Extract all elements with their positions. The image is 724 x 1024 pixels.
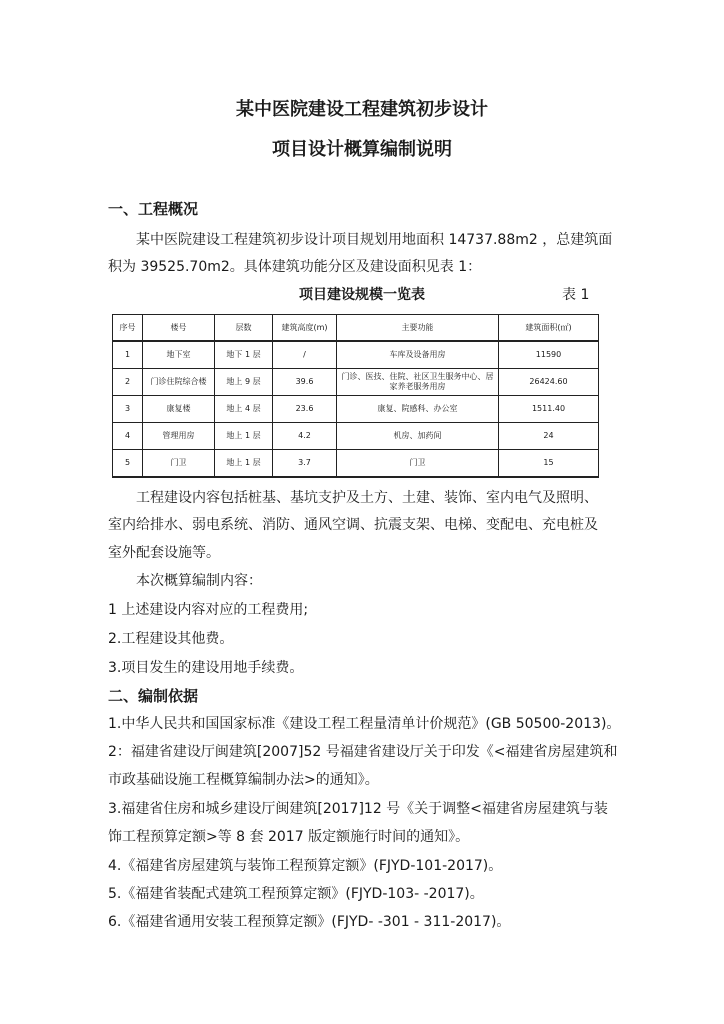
- section-heading-overview: 一、工程概况: [108, 200, 199, 218]
- cell-area: 26424.60: [499, 369, 599, 396]
- table-row: [113, 396, 599, 423]
- cell-area: 1511.40: [499, 396, 599, 423]
- header-cell-building: 楼号: [143, 315, 215, 342]
- cell-floors: 地上 4 层: [215, 396, 273, 423]
- cell-building: 地下室: [143, 341, 215, 369]
- building-scale-table: [112, 314, 599, 478]
- cell-floors: 地上 1 层: [215, 423, 273, 450]
- table-row: [113, 341, 599, 369]
- cell-function: 门卫: [337, 450, 499, 478]
- cell-floors: 地上 9 层: [215, 369, 273, 396]
- content-item: 2.工程建设其他费。: [108, 631, 234, 647]
- overview-paragraph-line: 积为 39525.70m2。具体建筑功能分区及建设面积见表 1：: [108, 259, 482, 275]
- cell-building: 门卫: [143, 450, 215, 478]
- overview-paragraph-line: 某中医院建设工程建筑初步设计项目规划用地面积 14737.88m2 ，总建筑面: [136, 232, 613, 248]
- header-cell-floors: 层数: [215, 315, 273, 342]
- cell-height: 23.6: [273, 396, 337, 423]
- table-number: 表 1: [562, 287, 590, 303]
- cell-function: 康复、院感科、办公室: [337, 396, 499, 423]
- content-item: 3.项目发生的建设用地手续费。: [108, 660, 304, 676]
- table-header-row: [113, 315, 599, 342]
- scope-paragraph-line: 室外配套设施等。: [108, 545, 220, 561]
- cell-floors: 地下 1 层: [215, 341, 273, 369]
- document-subtitle: 项目设计概算编制说明: [272, 139, 452, 160]
- cell-building: 管理用房: [143, 423, 215, 450]
- table-row: [113, 369, 599, 396]
- cell-area: 15: [499, 450, 599, 478]
- cell-height: 39.6: [273, 369, 337, 396]
- scope-paragraph-line: 工程建设内容包括桩基、基坑支护及土方、土建、装饰、室内电气及照明、: [136, 490, 598, 506]
- cell-height: 4.2: [273, 423, 337, 450]
- header-cell-seq: 序号: [113, 315, 143, 342]
- table-caption: 项目建设规模一览表: [299, 287, 425, 303]
- cell-area: 24: [499, 423, 599, 450]
- section-heading-basis: 二、编制依据: [108, 687, 199, 705]
- cell-seq: 4: [113, 423, 143, 450]
- cell-area: 11590: [499, 341, 599, 369]
- content-intro-line: 本次概算编制内容：: [136, 573, 262, 589]
- cell-function: 门诊、医技、住院、社区卫生服务中心、居家养老服务用房: [337, 369, 499, 396]
- basis-item: 4.《福建省房屋建筑与装饰工程预算定额》(FJYD-101-2017)。: [108, 858, 503, 874]
- cell-function: 机房、加药间: [337, 423, 499, 450]
- header-cell-function: 主要功能: [337, 315, 499, 342]
- content-item: 1 上述建设内容对应的工程费用;: [108, 602, 309, 618]
- cell-seq: 2: [113, 369, 143, 396]
- table-row: [113, 450, 599, 478]
- cell-seq: 5: [113, 450, 143, 478]
- document-title: 某中医院建设工程建筑初步设计: [236, 99, 488, 120]
- cell-height: /: [273, 341, 337, 369]
- basis-item: 6.《福建省通用安装工程预算定额》(FJYD- -301 - 311-2017)。: [108, 914, 511, 930]
- cell-seq: 1: [113, 341, 143, 369]
- header-cell-height: 建筑高度(m): [273, 315, 337, 342]
- cell-building: 康复楼: [143, 396, 215, 423]
- table-row: [113, 423, 599, 450]
- header-cell-area: 建筑面积(㎡): [499, 315, 599, 342]
- cell-function: 车库及设备用房: [337, 341, 499, 369]
- basis-item: 1.中华人民共和国国家标准《建设工程工程量清单计价规范》(GB 50500-2013)。: [108, 716, 621, 732]
- cell-height: 3.7: [273, 450, 337, 478]
- basis-item: 2：福建省建设厅闽建筑[2007]52 号福建省建设厅关于印发《<福建省房屋建筑和: [108, 744, 618, 760]
- basis-item-continued: 饰工程预算定额>等 8 套 2017 版定额施行时间的通知》。: [108, 829, 470, 845]
- cell-building: 门诊住院综合楼: [143, 369, 215, 396]
- cell-seq: 3: [113, 396, 143, 423]
- cell-floors: 地上 1 层: [215, 450, 273, 478]
- scope-paragraph-line: 室内给排水、弱电系统、消防、通风空调、抗震支架、电梯、变配电、充电桩及: [108, 517, 598, 533]
- basis-item-continued: 市政基础设施工程概算编制办法>的通知》。: [108, 772, 379, 788]
- basis-item: 5.《福建省装配式建筑工程预算定额》(FJYD-103- -2017)。: [108, 886, 484, 902]
- basis-item: 3.福建省住房和城乡建设厅闽建筑[2017]12 号《关于调整<福建省房屋建筑与装: [108, 801, 608, 817]
